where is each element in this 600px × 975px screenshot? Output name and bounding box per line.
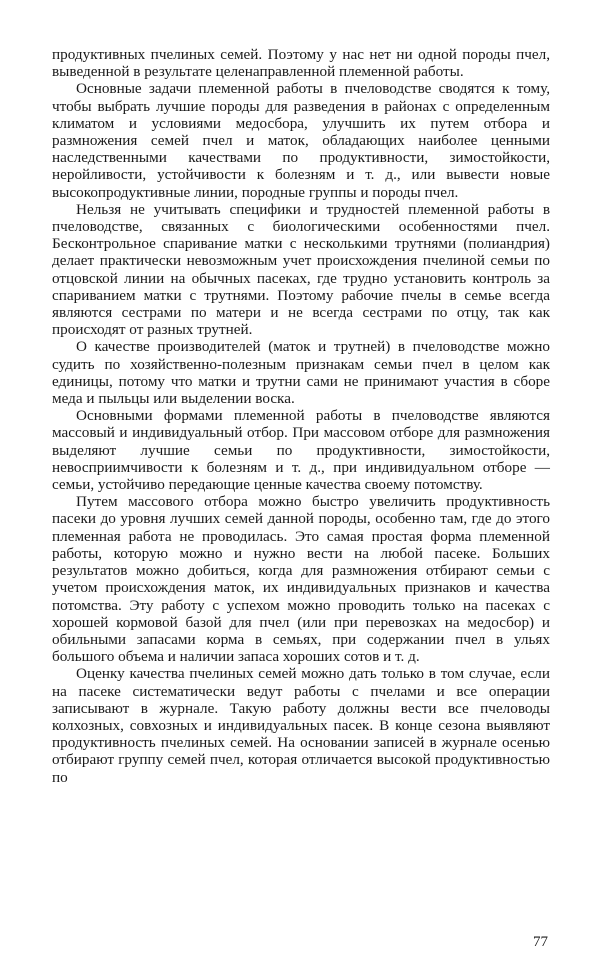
paragraph-mass-selection: Путем массового отбора можно быстро увеличить продуктивность пасеки до уровня лучших семей данной породы, особенно там, где до этого племенная работа не проводилась. Это самая простая форма племенной работы, которую можно и нужно вести на любой пасеке. Больших результатов можно добиться, когда для размножения отбирают семьи с учетом происхождения маток, их индивидуальных признаков и качества потомства. Эту работу с успехом можно проводить только на пасеках с хорошей кормовой базой для пчел (или при перевозках на медосбор) и обильными запасами корма в семьях, при содержании пчел в ульях большого объема и наличии запаса хороших сотов и т. д. <box>52 493 550 666</box>
paragraph-continuation: продуктивных пчелиных семей. Поэтому у нас нет ни одной породы пчел, выведенной в результате целенаправленной племенной работы. <box>52 46 550 81</box>
page-text <box>52 46 550 786</box>
paragraph-selection-forms: Основными формами племенной работы в пчеловодстве являются массовый и индивидуальный отбор. При массовом отборе для размножения выделяют лучшие семьи по продуктивности, зимостойкости, невосприимчивости к болезням и т. д., при индивидуальном отборе — семьи, устойчиво передающие ценные качества своему потомству. <box>52 407 550 494</box>
page-number: 77 <box>533 934 548 950</box>
paragraph-producer-quality: О качестве производителей (маток и трутней) в пчеловодстве можно судить по хозяйственно-полезным признакам семьи пчел в целом как единицы, потому что матки и трутни сами не принимают участия в сборе меда и пыльцы или выделении воска. <box>52 338 550 408</box>
paragraph-colony-evaluation: Оценку качества пчелиных семей можно дать только в том случае, если на пасеке систематически ведут работы с пчелами и все операции записывают в журнале. Такую работу должны вести все пчеловоды колхозных, совхозных и индивидуальных пасек. В конце сезона выявляют продуктивность пчелиных семей. На основании записей в журнале осенью отбирают группу семей пчел, которая отличается высокой продуктивностью по <box>52 665 550 786</box>
paragraph-breeding-difficulties: Нельзя не учитывать специфики и трудностей племенной работы в пчеловодстве, связанных с биологическими особенностями пчел. Бесконтрольное спаривание матки с несколькими трутнями (полиандрия) делает практически невозможным учет происхождения пчелиной семьи по отцовской линии на обычных пасеках, где трудно установить контроль за спариванием матки с трутнями. Поэтому рабочие пчелы в семье всегда являются сестрами по матери и не всегда сестрами по отцу, так как происходят от разных трутней. <box>52 200 550 339</box>
paragraph-breeding-tasks: Основные задачи племенной работы в пчеловодстве сводятся к тому, чтобы выбрать лучшие породы для разведения в районах с определенным климатом и условиями медосбора, улучшить их путем отбора и размножения семей пчел и маток, обладающих наиболее ценными наследственными качествами по продуктивности, зимостойкости, неройливости, устойчивости к болезням и т. д., или вывести новые высокопродуктивные линии, породные группы и породы пчел. <box>52 80 550 201</box>
